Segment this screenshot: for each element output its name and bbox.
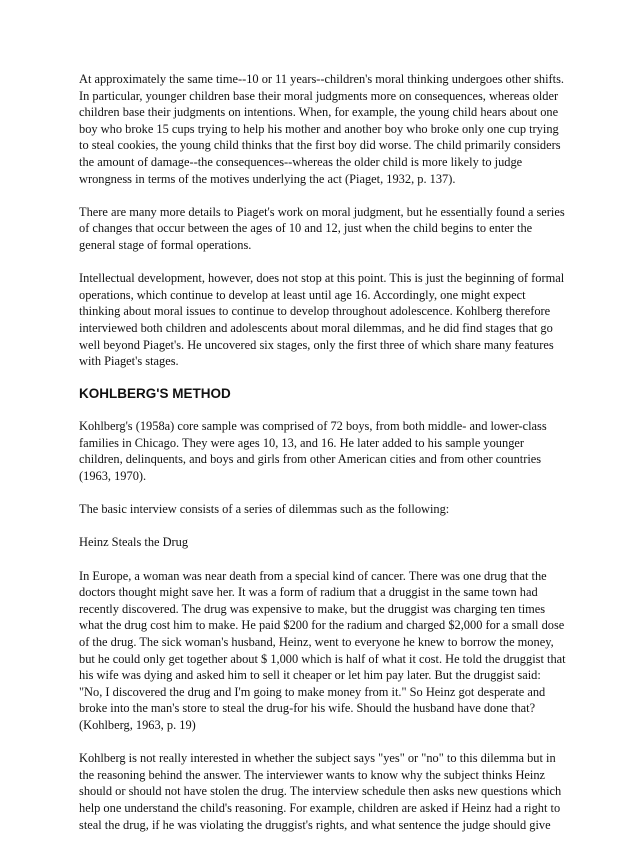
paragraph-kohlberg-reasoning: Kohlberg is not really interested in whether the subject says "yes" or "no" to this dilemma but in the reasoning behind the answer. The interviewer wants to know why the subject thinks Heinz should or should not have stolen the drug. The interview schedule then asks new questions which help one understand the child's reasoning. For example, children are asked if Heinz had a right to steal the drug, if he was violating the druggist's rights, and what sentence the judge should give — [79, 751, 562, 832]
paragraph-piaget-details: There are many more details to Piaget's work on moral judgment, but he essentially found a series of changes that occur between the ages of 10 and 12, just when the child begins to enter the general stage of formal operations. — [79, 204, 565, 252]
paragraph-heinz-dilemma: In Europe, a woman was near death from a special kind of cancer. There was one drug that the doctors thought might save her. It was a form of radium that a druggist in the same town had recently discovered. The drug was expensive to make, but the druggist was charging ten times what the drug cost him to make. He paid $200 for the radium and charged $2,000 for a small dose of the drug. The sick woman's husband, Heinz, went to everyone he knew to borrow the money, but he could only get together about $ 1,000 which is half of what it cost. He told the druggist that his wife was dying and asked him to sell it cheaper or let him pay later. But the druggist said: "No, I discovered the drug and I'm going to make money from it." So Heinz got desperate and broke into the man's store to steal the drug-for his wife. Should the husband have done that? (Kohlberg, 1963, p. 19) — [79, 568, 566, 732]
paragraph-basic-interview: The basic interview consists of a series of dilemmas such as the following: — [79, 502, 450, 517]
document-page — [79, 71, 567, 850]
paragraph-core-sample: Kohlberg's (1958a) core sample was comprised of 72 boys, from both middle- and lower-class families in Chicago. They were ages 10, 13, and 16. He later added to his sample younger children, delinquents, and boys and girls from other American cities and from other countries (1963, 1970). — [79, 419, 547, 484]
paragraph-moral-shifts: At approximately the same time--10 or 11 years--children's moral thinking undergoes other shifts. In particular, younger children base their moral judgments more on consequences, whereas older children base their judgments on intentions. When, for example, the young child hears about one boy who broke 15 cups trying to help his mother and another boy who broke only one cup trying to steal cookies, the young child thinks that the first boy did worse. The child primarily considers the amount of damage--the consequences--whereas the older child is more likely to judge wrongness in terms of the motives underlying the act (Piaget, 1932, p. 137). — [79, 72, 565, 186]
dilemma-title: Heinz Steals the Drug — [79, 535, 189, 550]
section-heading: KOHLBERG'S METHOD — [79, 386, 231, 402]
paragraph-intellectual-development: Intellectual development, however, does not stop at this point. This is just the beginning of formal operations, which continue to develop at least until age 16. Accordingly, one might expect thinking about moral issues to continue to develop throughout adolescence. Kohlberg therefore interviewed both children and adolescents about moral dilemmas, and he did find stages that go well beyond Piaget's. He uncovered six stages, only the first three of which share many features with Piaget's stages. — [79, 271, 565, 369]
